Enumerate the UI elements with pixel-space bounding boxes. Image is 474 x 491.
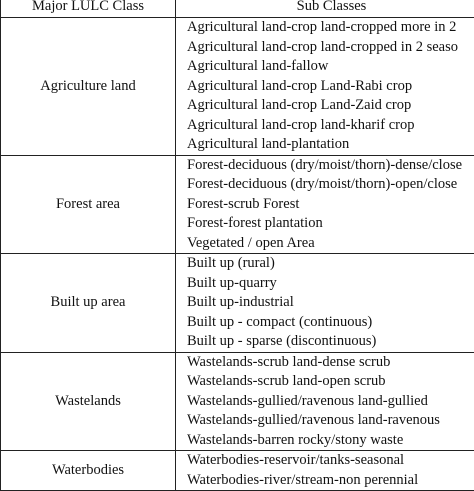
sub-class-item: Vegetated / open Area xyxy=(187,234,474,254)
major-class-cell: Agriculture land xyxy=(1,18,176,156)
sub-class-item: Agricultural land-plantation xyxy=(187,135,474,155)
sub-class-item: Agricultural land-crop Land-Zaid crop xyxy=(187,96,474,116)
sub-class-item: Agricultural land-crop land-cropped more in 2 xyxy=(187,18,474,38)
sub-class-item: Built up - compact (continuous) xyxy=(187,313,474,333)
sub-class-item: Forest-forest plantation xyxy=(187,214,474,234)
sub-class-item: Forest-deciduous (dry/moist/thorn)-open/close xyxy=(187,175,474,195)
sub-class-item: Wastelands-scrub land-dense scrub xyxy=(187,353,474,373)
sub-class-item: Waterbodies-river/stream-non perennial xyxy=(187,471,474,491)
sub-class-item: Wastelands-gullied/ravenous land-ravenous xyxy=(187,411,474,431)
sub-classes-cell xyxy=(176,155,474,254)
sub-class-item: Built up-quarry xyxy=(187,274,474,294)
sub-class-item: Wastelands-barren rocky/stony waste xyxy=(187,431,474,451)
sub-classes-cell xyxy=(176,254,474,353)
table-row xyxy=(1,451,474,491)
sub-class-item: Agricultural land-crop land-kharif crop xyxy=(187,116,474,136)
sub-classes-cell xyxy=(176,18,474,156)
table-row xyxy=(1,155,474,254)
sub-class-item: Built up - sparse (discontinuous) xyxy=(187,332,474,352)
major-class-cell: Wastelands xyxy=(1,352,176,451)
table-row xyxy=(1,352,474,451)
major-class-cell: Waterbodies xyxy=(1,451,176,491)
sub-class-item: Wastelands-gullied/ravenous land-gullied xyxy=(187,392,474,412)
sub-classes-cell xyxy=(176,451,474,491)
sub-class-item: Agricultural land-fallow xyxy=(187,57,474,77)
major-class-cell: Built up area xyxy=(1,254,176,353)
table-row xyxy=(1,254,474,353)
sub-class-item: Agricultural land-crop land-cropped in 2 seaso xyxy=(187,38,474,58)
sub-class-item: Forest-deciduous (dry/moist/thorn)-dense/close xyxy=(187,156,474,176)
sub-class-item: Wastelands-scrub land-open scrub xyxy=(187,372,474,392)
sub-classes-cell xyxy=(176,352,474,451)
table-body xyxy=(1,18,474,491)
sub-class-item: Forest-scrub Forest xyxy=(187,195,474,215)
major-class-cell: Forest area xyxy=(1,155,176,254)
header-row xyxy=(1,0,474,18)
sub-class-item: Built up-industrial xyxy=(187,293,474,313)
sub-class-item: Agricultural land-crop Land-Rabi crop xyxy=(187,77,474,97)
header-sub-classes: Sub Classes xyxy=(176,0,474,18)
sub-class-item: Waterbodies-reservoir/tanks-seasonal xyxy=(187,451,474,471)
header-major-class: Major LULC Class xyxy=(1,0,176,18)
table-row xyxy=(1,18,474,156)
sub-class-item: Built up (rural) xyxy=(187,254,474,274)
